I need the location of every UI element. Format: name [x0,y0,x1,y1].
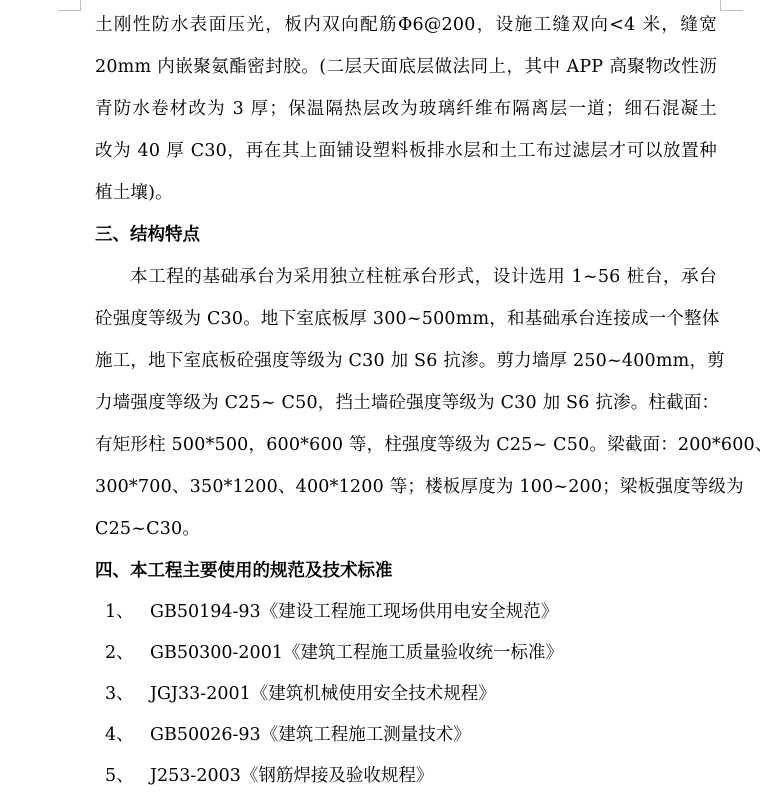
standards-list [95,592,717,797]
list-item-text: JGJ33-2001《建筑机械使用安全技术规程》 [150,684,496,704]
intro-line: 改为 40 厚 C30，再在其上面铺设塑料板排水层和土工布过滤层才可以放置种 [95,141,717,161]
section3-line: 300*700、350*1200、400*1200 等；楼板厚度为 100~200；梁板强度等级为 [95,477,744,497]
list-item [95,674,717,715]
section3-heading: 三、结构特点 [95,225,200,245]
list-item-number: 5、 [105,766,134,786]
list-item-text: J253-2003《钢筋焊接及验收规程》 [150,766,434,786]
list-item [95,756,717,797]
section4-heading: 四、本工程主要使用的规范及技术标准 [95,561,393,581]
list-item-number: 1、 [105,602,134,622]
intro-line: 20mm 内嵌聚氨酯密封胶。(二层天面底层做法同上，其中 APP 高聚物改性沥 [95,57,717,77]
crop-mark-top-left [58,0,81,11]
intro-paragraph [95,4,717,214]
list-item [95,592,717,633]
list-item [95,715,717,756]
section3-line: 有矩形柱 500*500，600*600 等，柱强度等级为 C25~ C50。梁截面：200*600、 [95,435,773,455]
crop-mark-top-right [720,0,743,11]
intro-line: 青防水卷材改为 3 厚；保温隔热层改为玻璃纤维布隔离层一道；细石混凝土 [95,99,717,119]
list-item-text: GB50194-93《建设工程施工现场供用电安全规范》 [150,602,559,622]
list-item [95,633,717,674]
list-item-number: 3、 [105,684,134,704]
intro-line: 植土壤)。 [95,183,173,203]
section3-paragraph [95,256,773,550]
section3-line: 本工程的基础承台为采用独立柱桩承台形式，设计选用 1~56 桩台，承台 [130,267,717,287]
section3-line: 施工，地下室底板砼强度等级为 C30 加 S6 抗渗。剪力墙厚 250~400mm，剪 [95,351,725,371]
intro-line: 土刚性防水表面压光，板内双向配筋Φ6@200，设施工缝双向<4 米，缝宽 [95,15,717,35]
document-body [95,4,773,797]
section3-line: C25~C30。 [95,519,201,539]
list-item-text: GB50300-2001《建筑工程施工质量验收统一标准》 [150,643,563,663]
section3-line: 力墙强度等级为 C25~ C50，挡土墙砼强度等级为 C30 加 S6 抗渗。柱截面： [95,393,720,413]
list-item-number: 2、 [105,643,134,663]
section3-line: 砼强度等级为 C30。地下室底板厚 300~500mm，和基础承台连接成一个整体 [95,309,720,329]
list-item-number: 4、 [105,725,134,745]
list-item-text: GB50026-93《建筑工程施工测量技术》 [150,725,471,745]
